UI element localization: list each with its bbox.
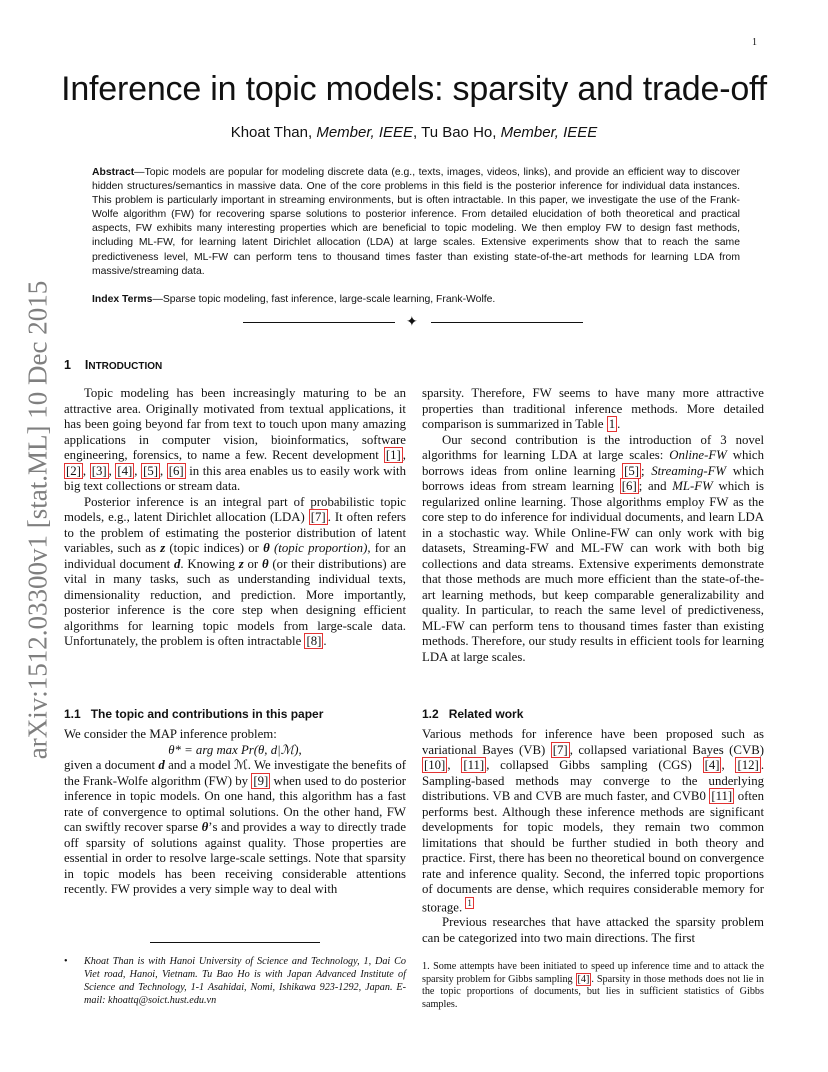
affiliation-text: Khoat Than is with Hanoi University of Science and Technology, 1, Dai Co Viet road, Hanoi, Vietnam. Tu Bao Ho is with Japan Advanced Institute of Science and Technology, 1-1 Asahidai, Nomi, Ishikawa 923-1292, Japan. E-mail: khoattq@soict.hust.edu.vn	[84, 956, 406, 1006]
left-column-contributions	[64, 727, 406, 898]
index-terms	[92, 294, 740, 305]
table-reference[interactable]: 1	[608, 417, 616, 431]
intro-paragraph-1: Topic modeling has been increasingly maturing to be an attractive area. Originally motivated from textual applications, it has been going beyond far from text to touch upon many amazing applications in computer vision, bioinformatics, software engineering, forensics, to name a few. Recent development [1] , [2] , [3] , [4] , [5] , [6] in this area enables us to easily work with big text collections or stream data.	[64, 386, 407, 493]
intro-paragraph-4: Our second contribution is the introduction of 3 novel algorithms for learning LDA at large scales: Online-FW which borrows ideas from online learning [5] ; Streaming-FW which borrows ideas from stream learning [6] ; and ML-FW which is regularized online learning. Those algorithms employ FW as the core step to do inference for individual documents, and learn LDA in a stochastic way. While Online-FW can only work with big datasets, Streaming-FW and ML-FW can work with both big collections and data streams. Extensive experiments demonstrate that those methods are much more efficient than the state-of-the-art learning methods, but keep comparable generalizability and quality. In particular, to reach the same level of predictiveness, ML-FW can perform tens to thousand times faster than existing methods. Therefore, our study results in efficient tools for learning LDA at large scales.	[422, 432, 764, 664]
citation[interactable]: [2]	[66, 463, 81, 478]
subsection-1-1-title: The topic and contributions in this paper	[90, 707, 324, 721]
citation[interactable]: [10]	[424, 758, 446, 772]
divider-line-left	[243, 322, 395, 323]
citation[interactable]: [4]	[117, 463, 133, 478]
citation[interactable]: [6]	[168, 463, 184, 478]
divider-ornament: ✦	[406, 313, 418, 329]
citation[interactable]: [1]	[385, 448, 401, 462]
subsection-1-1-heading	[64, 707, 323, 721]
subsection-1-1-number: 1.1	[64, 707, 81, 721]
section-1-first-letter: I	[84, 358, 89, 372]
arxiv-stamp: arXiv:1512.03300v1 [stat.ML] 10 Dec 2015	[22, 280, 53, 760]
citation[interactable]: [5]	[624, 463, 640, 478]
right-column-related	[422, 727, 764, 946]
citation[interactable]: [4]	[704, 758, 720, 772]
section-1-title-rest: NTRODUCTION	[88, 361, 163, 372]
citation[interactable]: [11]	[463, 758, 485, 772]
contrib-paragraph-1: We consider the MAP inference problem:	[64, 727, 277, 741]
abstract-text: —Topic models are popular for modeling discrete data (e.g., texts, images, videos, links), and provide an efficient way to discover hidden structures/semantics in massive data. One of the core problems in this field is the posterior inference for individual data instances. This problem is particularly important in streaming environments, but is often intractable. In this paper, we investigate the use of the Frank-Wolfe algorithm (FW) for recovering sparse solutions to posterior inference. From detailed elucidation of both theoretical and practical aspects, FW exhibits many interesting properties which are beneficial to topic modeling. We then employ FW to design fast methods, including ML-FW, for learning latent Dirichlet allocation (LDA) at large scales. Extensive experiments show that to reach the same predictiveness level, ML-FW can perform tens to thousand times faster than existing state-of-the-art methods for learning LDA from massive/streaming data.	[92, 167, 740, 277]
affiliation-footnote	[64, 955, 406, 1007]
subsection-1-2-number: 1.2	[422, 707, 439, 721]
footnote-marker[interactable]: 1	[467, 897, 472, 908]
section-1-heading	[64, 358, 162, 372]
right-column-intro	[422, 386, 764, 665]
left-column-intro	[64, 386, 406, 650]
citation[interactable]: [12]	[737, 758, 759, 772]
citation[interactable]: [7]	[552, 742, 568, 757]
citation[interactable]: [9]	[253, 773, 269, 788]
citation[interactable]: [11]	[711, 789, 733, 803]
author-1: Khoat Than,	[230, 124, 317, 141]
footnote-1: 1. Some attempts have been initiated to speed up inference time and to attack the sparsity problem for Gibbs sampling [4] . Sparsity in those methods does not lie in the topic proportions of documents, but lies in sufficient statistics of Gibbs samples.	[422, 961, 764, 1010]
section-divider	[243, 315, 583, 329]
author-1-role: Member, IEEE	[316, 124, 414, 141]
citation[interactable]: [4]	[577, 973, 590, 985]
author-2-role: Member, IEEE	[500, 124, 598, 141]
citation[interactable]: [7]	[310, 510, 326, 524]
footnote-bullet: •	[64, 956, 68, 967]
citation[interactable]: [8]	[306, 634, 322, 648]
map-equation: θ* = arg max Pr(θ, d|ℳ),	[168, 742, 302, 757]
subsection-1-2-title: Related work	[448, 707, 524, 721]
divider-line-right	[431, 322, 583, 323]
subsection-1-2-heading	[422, 707, 523, 721]
section-1-number: 1	[64, 358, 71, 372]
paper-title: Inference in topic models: sparsity and trade-off	[61, 70, 767, 108]
footnote-rule	[150, 942, 320, 943]
author-separator: , Tu Bao Ho,	[413, 124, 501, 141]
abstract-label: Abstract	[92, 167, 135, 178]
index-terms-label: Index Terms	[92, 294, 153, 305]
intro-paragraph-2: Posterior inference is an integral part of probabilistic topic models, e.g., latent Dirichlet allocation (LDA) [7] . It often refers to the problem of estimating the posterior distribution of latent variables, such as z (topic indices) or θ (topic proportion), for an individual document d. Knowing z or θ (or their distributions) are vital in many tasks, such as understanding individual texts, dimensionality reduction, and prediction. More importantly, posterior inference is the core step when designing efficient algorithms for learning topic models from large-scale data. Unfortunately, the problem is often intractable [8] .	[64, 494, 407, 648]
authors	[0, 124, 828, 141]
page-number: 1	[752, 37, 757, 48]
citation[interactable]: [5]	[143, 463, 158, 478]
citation[interactable]: [6]	[621, 479, 637, 493]
index-terms-text: —Sparse topic modeling, fast inference, large-scale learning, Frank-Wolfe.	[152, 294, 496, 305]
related-paragraph-1: Various methods for inference have been proposed such as variational Bayes (VB) [7] , collapsed variational Bayes (CVB) [10] , [11] , collapsed Gibbs sampling (CGS) [4] , [12] . Sampling-based methods may converge to the underlying distributions. VB and CVB are much faster, and CVB0 [11] often performs best. Although these inference methods are significant developments for topic models, they remain two common limitations that should be further studied in both theory and practice. First, there has been no theoretical bound on convergence rate and inference quality. Second, the inferred topic proportions of documents are dense, which requires considerable memory for storage. $^1$	[422, 727, 765, 914]
citation[interactable]: [3]	[91, 463, 107, 478]
abstract	[92, 166, 740, 279]
related-paragraph-2: Previous researches that have attacked the sparsity problem can be categorized into two main directions. The first	[422, 915, 764, 945]
intro-paragraph-3: sparsity. Therefore, FW seems to have many more attractive properties than traditional inference methods. More detailed comparison is summarized in Table 1 .	[422, 386, 764, 431]
contrib-paragraph-2: given a document d and a model ℳ. We investigate the benefits of the Frank-Wolfe algorithm (FW) by [9] when used to do posterior inference in topic models. On one hand, this algorithm has a fast rate of convergence to optimal solutions. On the other hand, FW can swiftly recover sparse θ’s and provides a way to directly trade off sparsity of solutions against quality. Those properties are essential in order to resolve large-scale settings. Note that sparsity in topic models has been receiving considerable attentions recently. FW provides a very simple way to deal with	[64, 758, 407, 896]
